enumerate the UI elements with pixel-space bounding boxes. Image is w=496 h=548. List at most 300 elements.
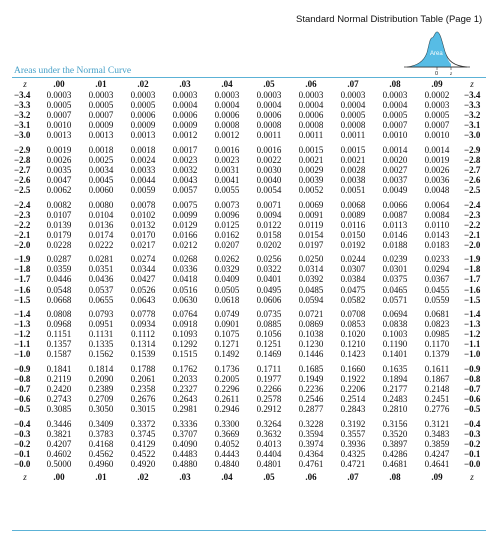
row-z-label: −1.4 (14, 309, 31, 320)
probability-cell: 0.2483 (382, 394, 408, 405)
probability-cell: 0.0618 (214, 294, 240, 305)
column-header: .01 (95, 79, 107, 90)
probability-cell: 0.1949 (298, 373, 324, 384)
probability-cell: 0.1867 (424, 373, 450, 384)
probability-cell: 0.0005 (130, 100, 156, 111)
probability-cell: 0.0003 (214, 90, 240, 100)
row-z-label-right: −1.6 (464, 284, 481, 295)
probability-cell: 0.0033 (130, 164, 156, 175)
table-row (12, 384, 486, 394)
probability-cell: 0.2266 (256, 384, 282, 395)
table-row (12, 439, 486, 449)
probability-cell: 0.0166 (172, 229, 198, 240)
probability-cell: 0.1112 (130, 329, 156, 340)
probability-cell: 0.0060 (88, 185, 114, 196)
probability-cell: 0.0096 (214, 209, 240, 220)
probability-cell: 0.0005 (46, 100, 72, 111)
row-z-label-right: −1.7 (464, 274, 481, 285)
probability-cell: 0.0314 (298, 264, 324, 275)
table-row (12, 404, 486, 414)
probability-cell: 0.1562 (88, 349, 114, 360)
probability-cell: 0.0025 (88, 154, 114, 165)
probability-cell: 0.3859 (424, 438, 450, 449)
probability-cell: 0.0038 (340, 175, 366, 186)
probability-cell: 0.3372 (130, 418, 156, 429)
probability-cell: 0.0003 (298, 90, 324, 100)
probability-cell: 0.2236 (298, 384, 324, 395)
rule-top (12, 77, 486, 78)
table-row (12, 185, 486, 195)
probability-cell: 0.0853 (340, 319, 366, 330)
table-row (12, 210, 486, 220)
probability-cell: 0.0057 (172, 185, 198, 196)
probability-cell: 0.0721 (298, 309, 324, 320)
table-row (12, 339, 486, 349)
column-header: .03 (179, 79, 191, 90)
probability-cell: 0.0655 (88, 294, 114, 305)
probability-cell: 0.0281 (88, 254, 114, 265)
probability-cell: 0.1020 (340, 329, 366, 340)
probability-cell: 0.0885 (256, 319, 282, 330)
probability-cell: 0.0013 (88, 130, 114, 141)
probability-cell: 0.0022 (256, 154, 282, 165)
probability-cell: 0.1539 (130, 349, 156, 360)
probability-cell: 0.0019 (424, 154, 450, 165)
axis-label-z: z (450, 71, 453, 76)
probability-cell: 0.0207 (214, 239, 240, 250)
row-z-label-right: −2.7 (464, 164, 481, 175)
table-row (12, 155, 486, 165)
probability-cell: 0.1515 (172, 349, 198, 360)
probability-cell: 0.0197 (298, 239, 324, 250)
row-z-label: −2.6 (14, 175, 31, 186)
probability-cell: 0.2296 (214, 384, 240, 395)
probability-cell: 0.0004 (382, 100, 408, 111)
row-z-label-right: −0.3 (464, 428, 481, 439)
probability-cell: 0.0301 (382, 264, 408, 275)
probability-cell: 0.1038 (298, 329, 324, 340)
probability-cell: 0.0951 (88, 319, 114, 330)
probability-cell: 0.3669 (214, 428, 240, 439)
probability-cell: 0.2061 (130, 373, 156, 384)
probability-cell: 0.0040 (256, 175, 282, 186)
probability-cell: 0.0116 (340, 219, 366, 230)
probability-cell: 0.0080 (88, 199, 114, 210)
row-z-label-right: −3.3 (464, 100, 481, 111)
probability-cell: 0.0005 (88, 100, 114, 111)
probability-cell: 0.0170 (130, 229, 156, 240)
row-z-label: −0.1 (14, 448, 31, 459)
probability-cell: 0.0004 (298, 100, 324, 111)
probability-cell: 0.0059 (130, 185, 156, 196)
probability-cell: 0.0007 (424, 120, 450, 131)
row-z-label-right: −3.4 (464, 90, 481, 100)
probability-cell: 0.0681 (424, 309, 450, 320)
probability-cell: 0.0516 (172, 284, 198, 295)
probability-cell: 0.0019 (46, 144, 72, 155)
probability-cell: 0.0014 (424, 144, 450, 155)
footer-row (12, 469, 486, 482)
row-z-label: −0.3 (14, 428, 31, 439)
probability-cell: 0.0011 (256, 130, 282, 141)
row-z-label: −0.9 (14, 363, 31, 374)
table-row (12, 319, 486, 329)
probability-cell: 0.1075 (214, 329, 240, 340)
probability-cell: 0.3557 (340, 428, 366, 439)
row-z-label: −0.6 (14, 394, 31, 405)
probability-cell: 0.2090 (88, 373, 114, 384)
probability-cell: 0.4761 (298, 458, 324, 469)
probability-cell: 0.4920 (130, 458, 156, 469)
table-row (12, 364, 486, 374)
row-z-label-right: −3.2 (464, 110, 481, 121)
probability-cell: 0.0708 (340, 309, 366, 320)
probability-cell: 0.0537 (88, 284, 114, 295)
probability-cell: 0.0107 (46, 209, 72, 220)
probability-cell: 0.0694 (382, 309, 408, 320)
probability-cell: 0.3821 (46, 428, 72, 439)
probability-cell: 0.0014 (382, 144, 408, 155)
probability-cell: 0.0052 (298, 185, 324, 196)
probability-cell: 0.0026 (424, 164, 450, 175)
probability-cell: 0.0869 (298, 319, 324, 330)
probability-cell: 0.2389 (88, 384, 114, 395)
probability-cell: 0.0250 (298, 254, 324, 265)
probability-cell: 0.4721 (340, 458, 366, 469)
probability-cell: 0.0003 (382, 90, 408, 100)
probability-cell: 0.3974 (298, 438, 324, 449)
probability-cell: 0.0004 (214, 100, 240, 111)
probability-cell: 0.0375 (382, 274, 408, 285)
probability-cell: 0.2810 (382, 404, 408, 415)
probability-cell: 0.1685 (298, 363, 324, 374)
row-z-label: −1.3 (14, 319, 31, 330)
probability-cell: 0.0113 (382, 219, 408, 230)
row-z-label: −2.9 (14, 144, 31, 155)
probability-cell: 0.0021 (298, 154, 324, 165)
probability-cell: 0.0031 (214, 164, 240, 175)
row-z-label-right: −0.2 (464, 438, 481, 449)
page-title: Standard Normal Distribution Table (Page 1) (296, 14, 483, 25)
table-row (12, 120, 486, 130)
row-z-label-right: −1.5 (464, 294, 481, 305)
probability-cell: 0.0139 (46, 219, 72, 230)
probability-cell: 0.0749 (214, 309, 240, 320)
probability-cell: 0.0146 (382, 229, 408, 240)
probability-cell: 0.0192 (340, 239, 366, 250)
probability-cell: 0.0262 (214, 254, 240, 265)
row-z-label-right: −2.6 (464, 175, 481, 186)
probability-cell: 0.3050 (88, 404, 114, 415)
probability-cell: 0.0344 (130, 264, 156, 275)
probability-cell: 0.0068 (340, 199, 366, 210)
probability-cell: 0.4562 (88, 448, 114, 459)
probability-cell: 0.0020 (382, 154, 408, 165)
rule-bottom (12, 530, 486, 531)
table-row (12, 274, 486, 284)
probability-cell: 0.0351 (88, 264, 114, 275)
probability-cell: 0.0571 (382, 294, 408, 305)
column-header: .05 (263, 79, 275, 90)
probability-cell: 0.0010 (46, 120, 72, 131)
row-z-label: −0.8 (14, 373, 31, 384)
probability-cell: 0.0384 (340, 274, 366, 285)
probability-cell: 0.1814 (88, 363, 114, 374)
probability-cell: 0.1401 (382, 349, 408, 360)
probability-cell: 0.1271 (214, 339, 240, 350)
probability-cell: 0.0183 (424, 239, 450, 250)
probability-cell: 0.0188 (382, 239, 408, 250)
probability-cell: 0.1335 (88, 339, 114, 350)
probability-cell: 0.4129 (130, 438, 156, 449)
probability-cell: 0.0764 (172, 309, 198, 320)
probability-cell: 0.0027 (382, 164, 408, 175)
probability-cell: 0.2119 (46, 373, 72, 384)
probability-cell: 0.0091 (298, 209, 324, 220)
row-z-label-right: −1.1 (464, 339, 481, 350)
probability-cell: 0.0427 (130, 274, 156, 285)
table-row (12, 90, 486, 100)
probability-cell: 0.0008 (298, 120, 324, 131)
probability-cell: 0.0005 (340, 110, 366, 121)
column-header: .00 (53, 79, 65, 90)
probability-cell: 0.0359 (46, 264, 72, 275)
probability-cell: 0.3594 (298, 428, 324, 439)
probability-cell: 0.3783 (88, 428, 114, 439)
probability-cell: 0.0150 (340, 229, 366, 240)
probability-cell: 0.0003 (172, 90, 198, 100)
row-z-label: −0.2 (14, 438, 31, 449)
probability-cell: 0.0455 (424, 284, 450, 295)
row-z-label-right: −2.4 (464, 199, 481, 210)
row-z-label-right: −2.1 (464, 229, 481, 240)
table-row (12, 374, 486, 384)
row-z-label: −2.4 (14, 199, 31, 210)
probability-cell: 0.0002 (424, 90, 450, 100)
probability-cell: 0.0256 (256, 254, 282, 265)
row-z-label: −3.3 (14, 100, 31, 111)
probability-cell: 0.0003 (424, 100, 450, 111)
probability-cell: 0.0838 (382, 319, 408, 330)
probability-cell: 0.1423 (340, 349, 366, 360)
probability-cell: 0.0024 (130, 154, 156, 165)
probability-cell: 0.0007 (382, 120, 408, 131)
table-row (12, 329, 486, 339)
probability-cell: 0.0006 (214, 110, 240, 121)
column-header: .02 (137, 471, 149, 482)
probability-cell: 0.1711 (256, 363, 282, 374)
probability-cell: 0.1251 (256, 339, 282, 350)
probability-cell: 0.0049 (382, 185, 408, 196)
probability-cell: 0.0028 (340, 164, 366, 175)
probability-cell: 0.0010 (382, 130, 408, 141)
table-row (12, 394, 486, 404)
probability-cell: 0.0222 (88, 239, 114, 250)
probability-cell: 0.0526 (130, 284, 156, 295)
probability-cell: 0.3707 (172, 428, 198, 439)
probability-cell: 0.4013 (256, 438, 282, 449)
probability-cell: 0.0023 (214, 154, 240, 165)
probability-cell: 0.1292 (172, 339, 198, 350)
probability-cell: 0.0162 (214, 229, 240, 240)
probability-cell: 0.0009 (88, 120, 114, 131)
probability-cell: 0.1635 (382, 363, 408, 374)
probability-cell: 0.1210 (340, 339, 366, 350)
row-z-label-right: −0.5 (464, 404, 481, 415)
table-row (12, 419, 486, 429)
probability-cell: 0.0064 (424, 199, 450, 210)
probability-cell: 0.0559 (424, 294, 450, 305)
probability-cell: 0.0228 (46, 239, 72, 250)
section-heading: Areas under the Normal Curve (14, 66, 132, 76)
probability-cell: 0.2776 (424, 404, 450, 415)
table-row (12, 100, 486, 110)
probability-cell: 0.0015 (298, 144, 324, 155)
column-header: .02 (137, 79, 149, 90)
row-z-label-right: −0.7 (464, 384, 481, 395)
column-header: .09 (431, 79, 443, 90)
probability-cell: 0.3520 (382, 428, 408, 439)
probability-cell: 0.3192 (340, 418, 366, 429)
probability-cell: 0.0005 (424, 110, 450, 121)
probability-cell: 0.2358 (130, 384, 156, 395)
probability-cell: 0.0136 (88, 219, 114, 230)
table-row (12, 130, 486, 140)
probability-cell: 0.0054 (256, 185, 282, 196)
row-z-label-right: −1.0 (464, 349, 481, 360)
probability-cell: 0.0039 (298, 175, 324, 186)
row-z-label-right: −1.4 (464, 309, 481, 320)
row-z-label-right: −0.8 (464, 373, 481, 384)
probability-cell: 0.0274 (130, 254, 156, 265)
probability-cell: 0.0094 (256, 209, 282, 220)
probability-cell: 0.2611 (214, 394, 240, 405)
probability-cell: 0.4840 (214, 458, 240, 469)
probability-cell: 0.0018 (130, 144, 156, 155)
probability-cell: 0.0212 (172, 239, 198, 250)
row-z-label: −1.2 (14, 329, 31, 340)
row-z-label: −2.8 (14, 154, 31, 165)
probability-cell: 0.0030 (256, 164, 282, 175)
row-z-label: −1.9 (14, 254, 31, 265)
probability-cell: 0.0808 (46, 309, 72, 320)
probability-cell: 0.0901 (214, 319, 240, 330)
probability-cell: 0.0012 (214, 130, 240, 141)
probability-cell: 0.3015 (130, 404, 156, 415)
column-header: .06 (305, 79, 317, 90)
probability-cell: 0.0036 (424, 175, 450, 186)
probability-cell: 0.0630 (172, 294, 198, 305)
row-z-label-right: −2.8 (464, 154, 481, 165)
probability-cell: 0.0011 (340, 130, 366, 141)
probability-cell: 0.0125 (214, 219, 240, 230)
probability-cell: 0.0099 (172, 209, 198, 220)
probability-cell: 0.0013 (46, 130, 72, 141)
row-z-label: −2.7 (14, 164, 31, 175)
z-column-header: z (23, 79, 27, 90)
probability-cell: 0.0392 (298, 274, 324, 285)
probability-cell: 0.0122 (256, 219, 282, 230)
row-z-label-right: −1.8 (464, 264, 481, 275)
row-z-label-right: −0.4 (464, 418, 481, 429)
probability-cell: 0.1003 (382, 329, 408, 340)
probability-cell: 0.4602 (46, 448, 72, 459)
row-z-label: −2.2 (14, 219, 31, 230)
probability-cell: 0.0548 (46, 284, 72, 295)
probability-cell: 0.1587 (46, 349, 72, 360)
table-row (12, 200, 486, 210)
probability-cell: 0.1736 (214, 363, 240, 374)
probability-cell: 0.2420 (46, 384, 72, 395)
probability-cell: 0.0066 (382, 199, 408, 210)
probability-cell: 0.0003 (88, 90, 114, 100)
row-z-label-right: −2.3 (464, 209, 481, 220)
probability-cell: 0.0029 (298, 164, 324, 175)
row-z-label-right: −0.0 (464, 458, 481, 469)
probability-cell: 0.0005 (382, 110, 408, 121)
probability-cell: 0.0505 (214, 284, 240, 295)
probability-cell: 0.2912 (256, 404, 282, 415)
probability-cell: 0.0132 (130, 219, 156, 230)
row-z-label: −2.3 (14, 209, 31, 220)
probability-cell: 0.0073 (214, 199, 240, 210)
probability-cell: 0.3085 (46, 404, 72, 415)
probability-cell: 0.2005 (214, 373, 240, 384)
probability-cell: 0.4483 (172, 448, 198, 459)
row-z-label: −3.1 (14, 120, 31, 131)
probability-cell: 0.1230 (298, 339, 324, 350)
probability-cell: 0.0041 (214, 175, 240, 186)
probability-cell: 0.0012 (172, 130, 198, 141)
probability-cell: 0.2148 (424, 384, 450, 395)
row-z-label: −3.4 (14, 90, 31, 100)
row-z-label: −1.0 (14, 349, 31, 360)
probability-cell: 0.0016 (256, 144, 282, 155)
probability-cell: 0.2327 (172, 384, 198, 395)
probability-cell: 0.3936 (340, 438, 366, 449)
probability-cell: 0.2514 (340, 394, 366, 405)
probability-cell: 0.0244 (340, 254, 366, 265)
probability-cell: 0.0401 (256, 274, 282, 285)
probability-cell: 0.0037 (382, 175, 408, 186)
probability-cell: 0.4168 (88, 438, 114, 449)
probability-cell: 0.2578 (256, 394, 282, 405)
row-z-label-right: −1.2 (464, 329, 481, 340)
probability-cell: 0.1190 (382, 339, 408, 350)
probability-cell: 0.0082 (46, 199, 72, 210)
probability-cell: 0.0006 (298, 110, 324, 121)
probability-cell: 0.4286 (382, 448, 408, 459)
row-z-label-right: −1.9 (464, 254, 481, 265)
probability-cell: 0.3300 (214, 418, 240, 429)
probability-cell: 0.3483 (424, 428, 450, 439)
table-row (12, 349, 486, 359)
probability-cell: 0.0119 (298, 219, 324, 230)
probability-cell: 0.0006 (172, 110, 198, 121)
probability-cell: 0.0174 (88, 229, 114, 240)
probability-cell: 0.0013 (130, 130, 156, 141)
probability-cell: 0.0032 (172, 164, 198, 175)
row-z-label: −0.4 (14, 418, 31, 429)
column-header: .07 (347, 471, 359, 482)
probability-cell: 0.0089 (340, 209, 366, 220)
probability-cell: 0.3228 (298, 418, 324, 429)
probability-cell: 0.1788 (130, 363, 156, 374)
probability-cell: 0.4960 (88, 458, 114, 469)
probability-cell: 0.0418 (172, 274, 198, 285)
normal-curve-graphic (404, 26, 470, 76)
table-row (12, 175, 486, 185)
